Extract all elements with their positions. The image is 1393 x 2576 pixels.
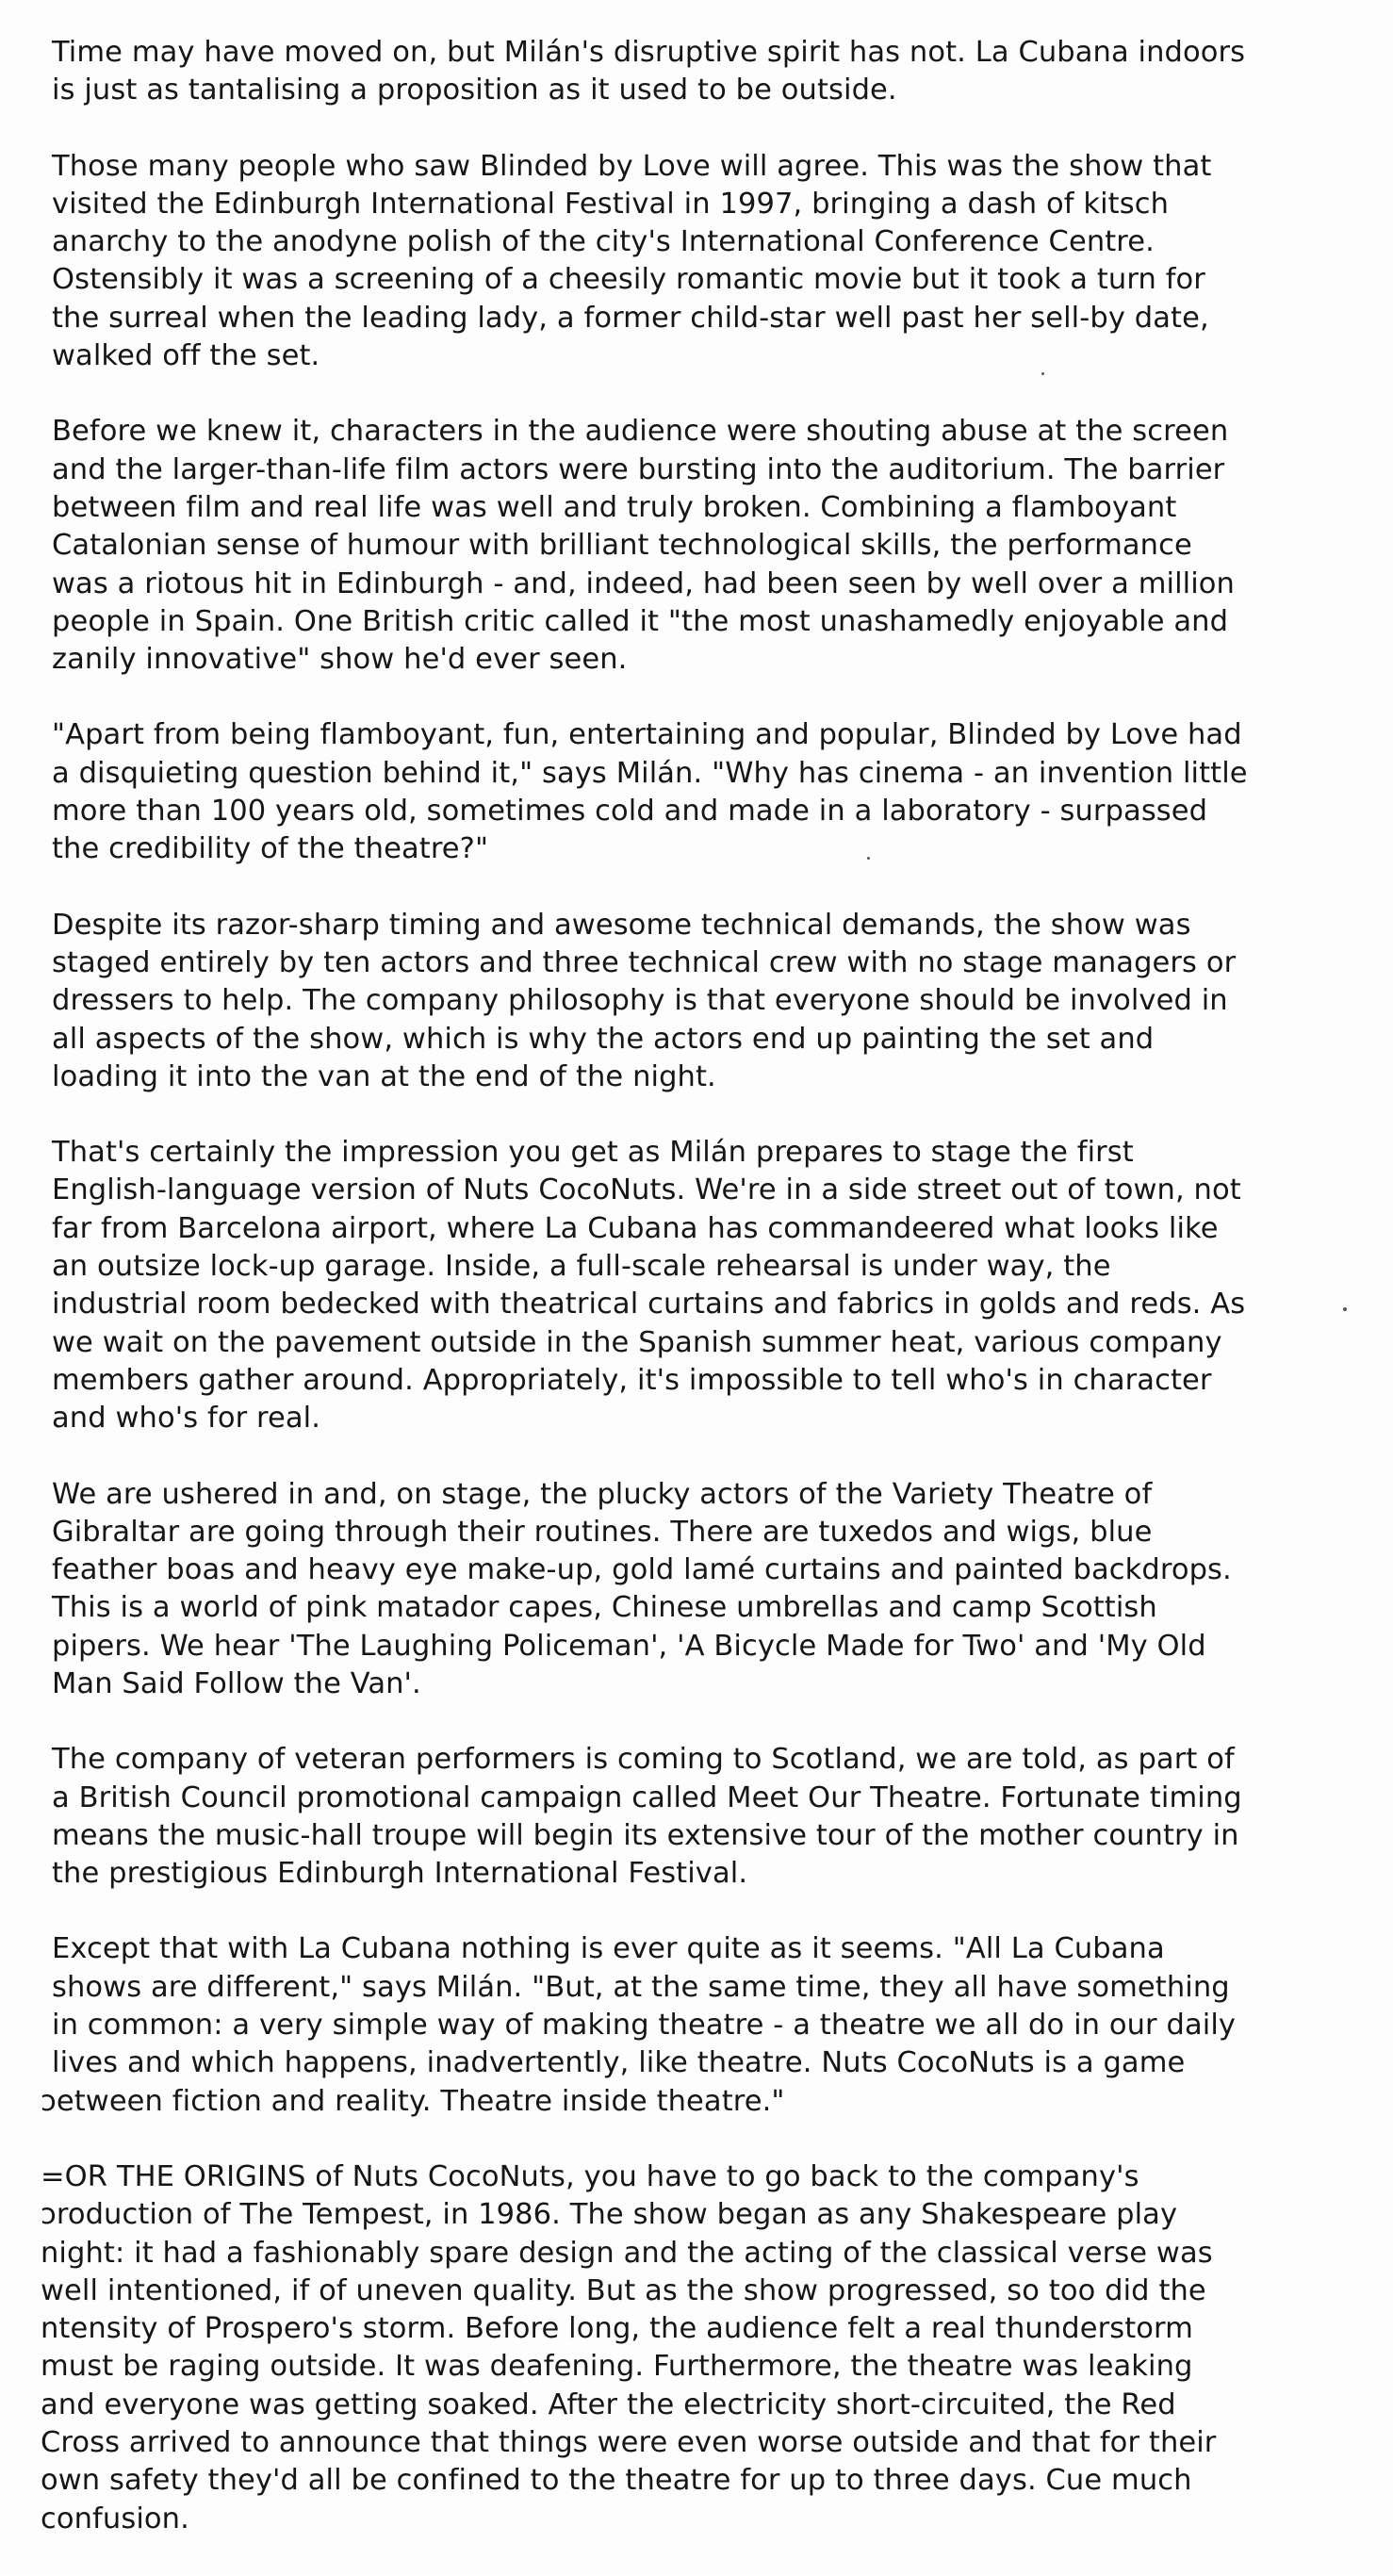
- text-line: Catalonian sense of humour with brilliant technological skills, the performance: [52, 529, 1192, 563]
- text-line: well intentioned, if of uneven quality. But as the show progressed, so too did the: [41, 2273, 1206, 2307]
- paragraph: [52, 413, 1367, 679]
- text-line: and everyone was getting soaked. After the electricity short-circuited, the Red: [41, 2387, 1176, 2421]
- text-line: Cross arrived to announce that things were even worse outside and that for their: [41, 2426, 1217, 2460]
- text-line: and who's for real.: [52, 1402, 321, 1436]
- paragraph: [52, 716, 1367, 868]
- text-line: a British Council promotional campaign called Meet Our Theatre. Fortunate timing: [52, 1780, 1242, 1814]
- text-line: in common: a very simple way of making theatre - a theatre we all do in our daily: [52, 2009, 1237, 2043]
- text-line: far from Barcelona airport, where La Cubana has commandeered what looks like: [52, 1211, 1219, 1245]
- text-line: between film and real life was well and truly broken. Combining a flamboyant: [52, 490, 1177, 524]
- text-line: Despite its razor-sharp timing and awesome technical demands, the show was: [52, 908, 1191, 942]
- text-line: English-language version of Nuts CocoNuts. We're in a side street out of town, not: [52, 1173, 1241, 1207]
- text-line: That's certainly the impression you get as Milán prepares to stage the first: [52, 1136, 1134, 1170]
- text-line: anarchy to the anodyne polish of the city's International Conference Centre.: [52, 225, 1155, 259]
- text-line: Time may have moved on, but Milán's disruptive spirit has not. La Cubana indoors: [52, 36, 1246, 69]
- text-line: loading it into the van at the end of the night.: [52, 1059, 716, 1093]
- text-line: ɔroduction of The Tempest, in 1986. The show began as any Shakespeare play: [41, 2198, 1178, 2232]
- text-line: and the larger-than-life film actors were bursting into the auditorium. The barrier: [52, 452, 1225, 486]
- text-line: Except that with La Cubana nothing is ever quite as it seems. "All La Cubana: [52, 1932, 1165, 1966]
- paragraph: [52, 34, 1367, 110]
- paragraph: [41, 1930, 1367, 2120]
- text-line: more than 100 years old, sometimes cold and made in a laboratory - surpassed: [52, 795, 1208, 829]
- text-line: ɔetween fiction and reality. Theatre inside theatre.": [41, 2084, 785, 2118]
- text-line: industrial room bedecked with theatrical curtains and fabrics in golds and reds. As: [52, 1288, 1246, 1321]
- text-line: The company of veteran performers is coming to Scotland, we are told, as part of: [52, 1743, 1235, 1777]
- text-line: We are ushered in and, on stage, the plucky actors of the Variety Theatre of: [52, 1477, 1153, 1511]
- text-line: walked off the set.: [52, 339, 320, 373]
- text-line: visited the Edinburgh International Festival in 1997, bringing a dash of kitsch: [52, 187, 1170, 221]
- text-line: is just as tantalising a proposition as it used to be outside.: [52, 74, 897, 107]
- scan-speck: [1343, 1307, 1347, 1311]
- text-line: Man Said Follow the Van'.: [52, 1666, 421, 1700]
- paragraph: [52, 1476, 1367, 1704]
- text-line: the credibility of the theatre?": [52, 832, 489, 866]
- text-line: shows are different," says Milán. "But, at the same time, they all have something: [52, 1970, 1230, 2004]
- paragraph: [52, 148, 1367, 376]
- text-line: the surreal when the leading lady, a former child-star well past her sell-by date,: [52, 301, 1209, 335]
- text-line: confusion.: [41, 2502, 189, 2535]
- text-line: staged entirely by ten actors and three technical crew with no stage managers or: [52, 945, 1237, 979]
- text-line: all aspects of the show, which is why the actors end up painting the set and: [52, 1022, 1155, 1056]
- text-line: must be raging outside. It was deafening. Furthermore, the theatre was leaking: [41, 2350, 1193, 2384]
- text-line: This is a world of pink matador capes, Chinese umbrellas and camp Scottish: [52, 1591, 1157, 1625]
- text-line: a disquieting question behind it," says Milán. "Why has cinema - an invention little: [52, 756, 1248, 790]
- text-line: lives and which happens, inadvertently, like theatre. Nuts CocoNuts is a game: [52, 2046, 1186, 2080]
- text-line: members gather around. Appropriately, it's impossible to tell who's in character: [52, 1363, 1212, 1397]
- text-line: dressers to help. The company philosophy is that everyone should be involved in: [52, 984, 1228, 1018]
- text-line: "Apart from being flamboyant, fun, entertaining and popular, Blinded by Love had: [52, 718, 1242, 752]
- text-line: an outsize lock-up garage. Inside, a full-scale rehearsal is under way, the: [52, 1250, 1111, 1284]
- paragraph: [41, 2158, 1367, 2538]
- article-body: [41, 34, 1367, 2576]
- text-line: Before we knew it, characters in the audience were shouting abuse at the screen: [52, 415, 1229, 449]
- paragraph: [52, 1134, 1367, 1437]
- text-line: ntensity of Prospero's storm. Before long, the audience felt a real thunderstorm: [41, 2312, 1193, 2346]
- text-line: was a riotous hit in Edinburgh - and, indeed, had been seen by well over a million: [52, 566, 1235, 600]
- text-line: Ostensibly it was a screening of a cheesily romantic movie but it took a turn for: [52, 263, 1205, 297]
- text-line: the prestigious Edinburgh International Festival.: [52, 1857, 748, 1891]
- text-line: means the music-hall troupe will begin its extensive tour of the mother country in: [52, 1818, 1239, 1852]
- scan-speck: [867, 857, 870, 860]
- text-line: people in Spain. One British critic called it "the most unashamedly enjoyable and: [52, 604, 1229, 638]
- text-line: pipers. We hear 'The Laughing Policeman', 'A Bicycle Made for Two' and 'My Old: [52, 1629, 1206, 1663]
- text-line: Those many people who saw Blinded by Love will agree. This was the show that: [52, 149, 1212, 183]
- scan-speck: [1041, 372, 1044, 375]
- text-line: we wait on the pavement outside in the Spanish summer heat, various company: [52, 1325, 1222, 1359]
- text-line: night: it had a fashionably spare design and the acting of the classical verse was: [41, 2236, 1213, 2270]
- text-line: Gibraltar are going through their routines. There are tuxedos and wigs, blue: [52, 1515, 1153, 1549]
- paragraph: [52, 907, 1367, 1096]
- paragraph: [52, 1741, 1367, 1893]
- text-line: zanily innovative" show he'd ever seen.: [52, 643, 628, 677]
- text-line: =OR THE ORIGINS of Nuts CocoNuts, you have to go back to the company's: [41, 2159, 1139, 2193]
- text-line: feather boas and heavy eye make-up, gold lamé curtains and painted backdrops.: [52, 1553, 1232, 1587]
- text-line: own safety they'd all be confined to the theatre for up to three days. Cue much: [41, 2464, 1192, 2498]
